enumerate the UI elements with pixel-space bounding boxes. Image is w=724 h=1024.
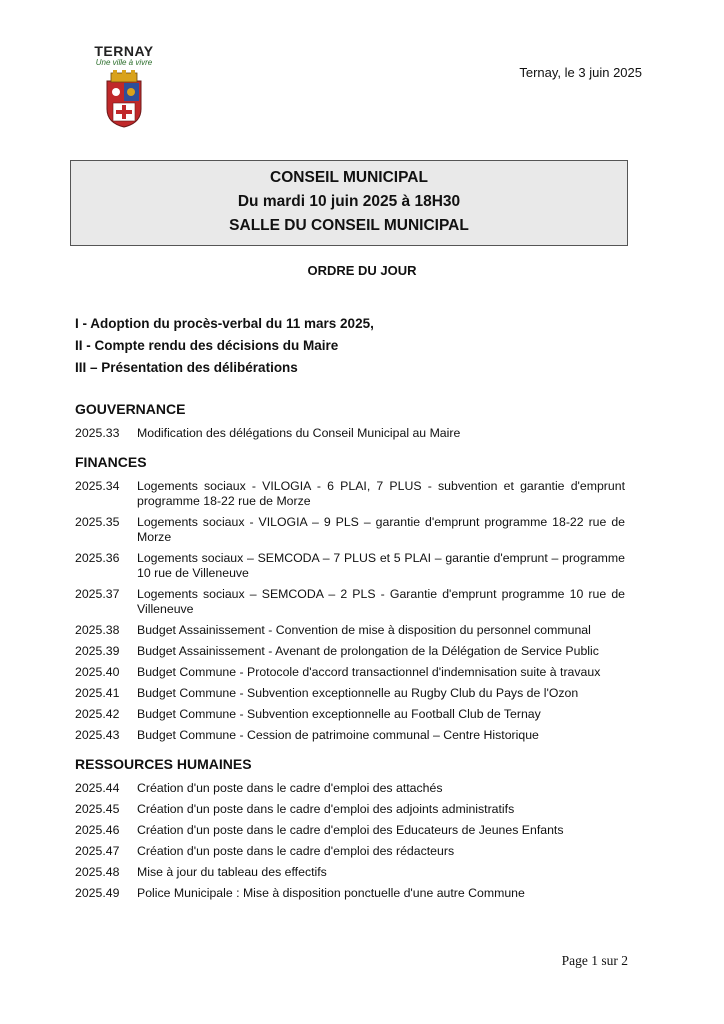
agenda-item — [75, 587, 625, 617]
section-gouvernance — [75, 398, 625, 441]
item-text: Budget Commune - Subvention exceptionnelle au Football Club de Ternay — [137, 707, 541, 721]
section-finances — [75, 451, 625, 743]
agenda-item — [75, 844, 625, 859]
intro-list — [75, 313, 374, 379]
title-line-3: SALLE DU CONSEIL MUNICIPAL — [229, 217, 469, 234]
item-number: 2025.43 — [75, 728, 120, 742]
item-text: Budget Commune - Cession de patrimoine communal – Centre Historique — [137, 728, 539, 742]
item-text: Logements sociaux - VILOGIA - 6 PLAI, 7 PLUS - subvention et garantie d'emprunt programme 18-22 rue de Morze — [137, 479, 625, 508]
agenda-item — [75, 644, 625, 659]
item-number: 2025.42 — [75, 707, 120, 721]
title-line-1: CONSEIL MUNICIPAL — [270, 169, 428, 186]
agenda-item — [75, 823, 625, 838]
intro-item: III – Présentation des délibérations — [75, 360, 298, 375]
item-text: Création d'un poste dans le cadre d'emploi des rédacteurs — [137, 844, 455, 858]
agenda-item — [75, 426, 625, 441]
section-title: GOUVERNANCE — [75, 401, 186, 417]
item-number: 2025.33 — [75, 426, 120, 440]
document-date: Ternay, le 3 juin 2025 — [519, 65, 642, 80]
item-number: 2025.40 — [75, 665, 120, 679]
page-number: Page 1 sur 2 — [561, 953, 628, 968]
agenda-item — [75, 686, 625, 701]
agenda-item — [75, 886, 625, 901]
item-number: 2025.37 — [75, 587, 120, 601]
agenda-item — [75, 802, 625, 817]
agenda-item — [75, 781, 625, 796]
item-text: Mise à jour du tableau des effectifs — [137, 865, 327, 879]
item-number: 2025.35 — [75, 515, 120, 529]
item-number: 2025.47 — [75, 844, 120, 858]
town-tagline: Une ville à vivre — [95, 58, 153, 67]
agenda-item — [75, 707, 625, 722]
item-number: 2025.34 — [75, 479, 120, 493]
item-text: Budget Assainissement - Convention de mise à disposition du personnel communal — [137, 623, 591, 637]
item-number: 2025.44 — [75, 781, 120, 795]
item-text: Modification des délégations du Conseil Municipal au Maire — [137, 426, 461, 440]
item-number: 2025.45 — [75, 802, 120, 816]
item-text: Création d'un poste dans le cadre d'emploi des Educateurs de Jeunes Enfants — [137, 823, 564, 837]
agenda-item — [75, 665, 625, 680]
item-text: Logements sociaux - VILOGIA – 9 PLS – garantie d'emprunt programme 18-22 rue de Morze — [137, 515, 625, 544]
town-logo — [84, 44, 164, 129]
item-text: Création d'un poste dans le cadre d'emploi des adjoints administratifs — [137, 802, 515, 816]
agenda-item — [75, 865, 625, 880]
section-ressources-humaines — [75, 753, 625, 901]
item-text: Création d'un poste dans le cadre d'emploi des attachés — [137, 781, 443, 795]
town-name: TERNAY — [94, 43, 154, 59]
agenda-item — [75, 623, 625, 638]
agenda-title: ORDRE DU JOUR — [307, 263, 417, 278]
agenda-sections — [75, 398, 625, 911]
item-number: 2025.41 — [75, 686, 120, 700]
item-number: 2025.49 — [75, 886, 120, 900]
agenda-item — [75, 551, 625, 581]
agenda-item — [75, 728, 625, 743]
item-text: Budget Assainissement - Avenant de prolongation de la Délégation de Service Public — [137, 644, 599, 658]
title-box — [70, 160, 628, 246]
item-text: Budget Commune - Subvention exceptionnelle au Rugby Club du Pays de l'Ozon — [137, 686, 579, 700]
agenda-item — [75, 479, 625, 509]
section-title: RESSOURCES HUMAINES — [75, 756, 252, 772]
title-line-2: Du mardi 10 juin 2025 à 18H30 — [237, 193, 461, 210]
coat-of-arms-icon — [101, 69, 147, 129]
item-text: Logements sociaux – SEMCODA – 2 PLS - Garantie d'emprunt programme 10 rue de Villeneuve — [137, 587, 625, 616]
item-text: Police Municipale : Mise à disposition ponctuelle d'une autre Commune — [137, 886, 525, 900]
item-number: 2025.39 — [75, 644, 120, 658]
item-number: 2025.46 — [75, 823, 120, 837]
item-text: Logements sociaux – SEMCODA – 7 PLUS et 5 PLAI – garantie d'emprunt – programme 10 rue de Villeneuve — [137, 551, 625, 580]
section-title: FINANCES — [75, 454, 147, 470]
intro-item: I - Adoption du procès-verbal du 11 mars 2025, — [75, 316, 374, 331]
agenda-item — [75, 515, 625, 545]
item-number: 2025.36 — [75, 551, 120, 565]
item-number: 2025.38 — [75, 623, 120, 637]
item-number: 2025.48 — [75, 865, 120, 879]
intro-item: II - Compte rendu des décisions du Maire — [75, 338, 339, 353]
item-text: Budget Commune - Protocole d'accord transactionnel d'indemnisation suite à travaux — [137, 665, 601, 679]
